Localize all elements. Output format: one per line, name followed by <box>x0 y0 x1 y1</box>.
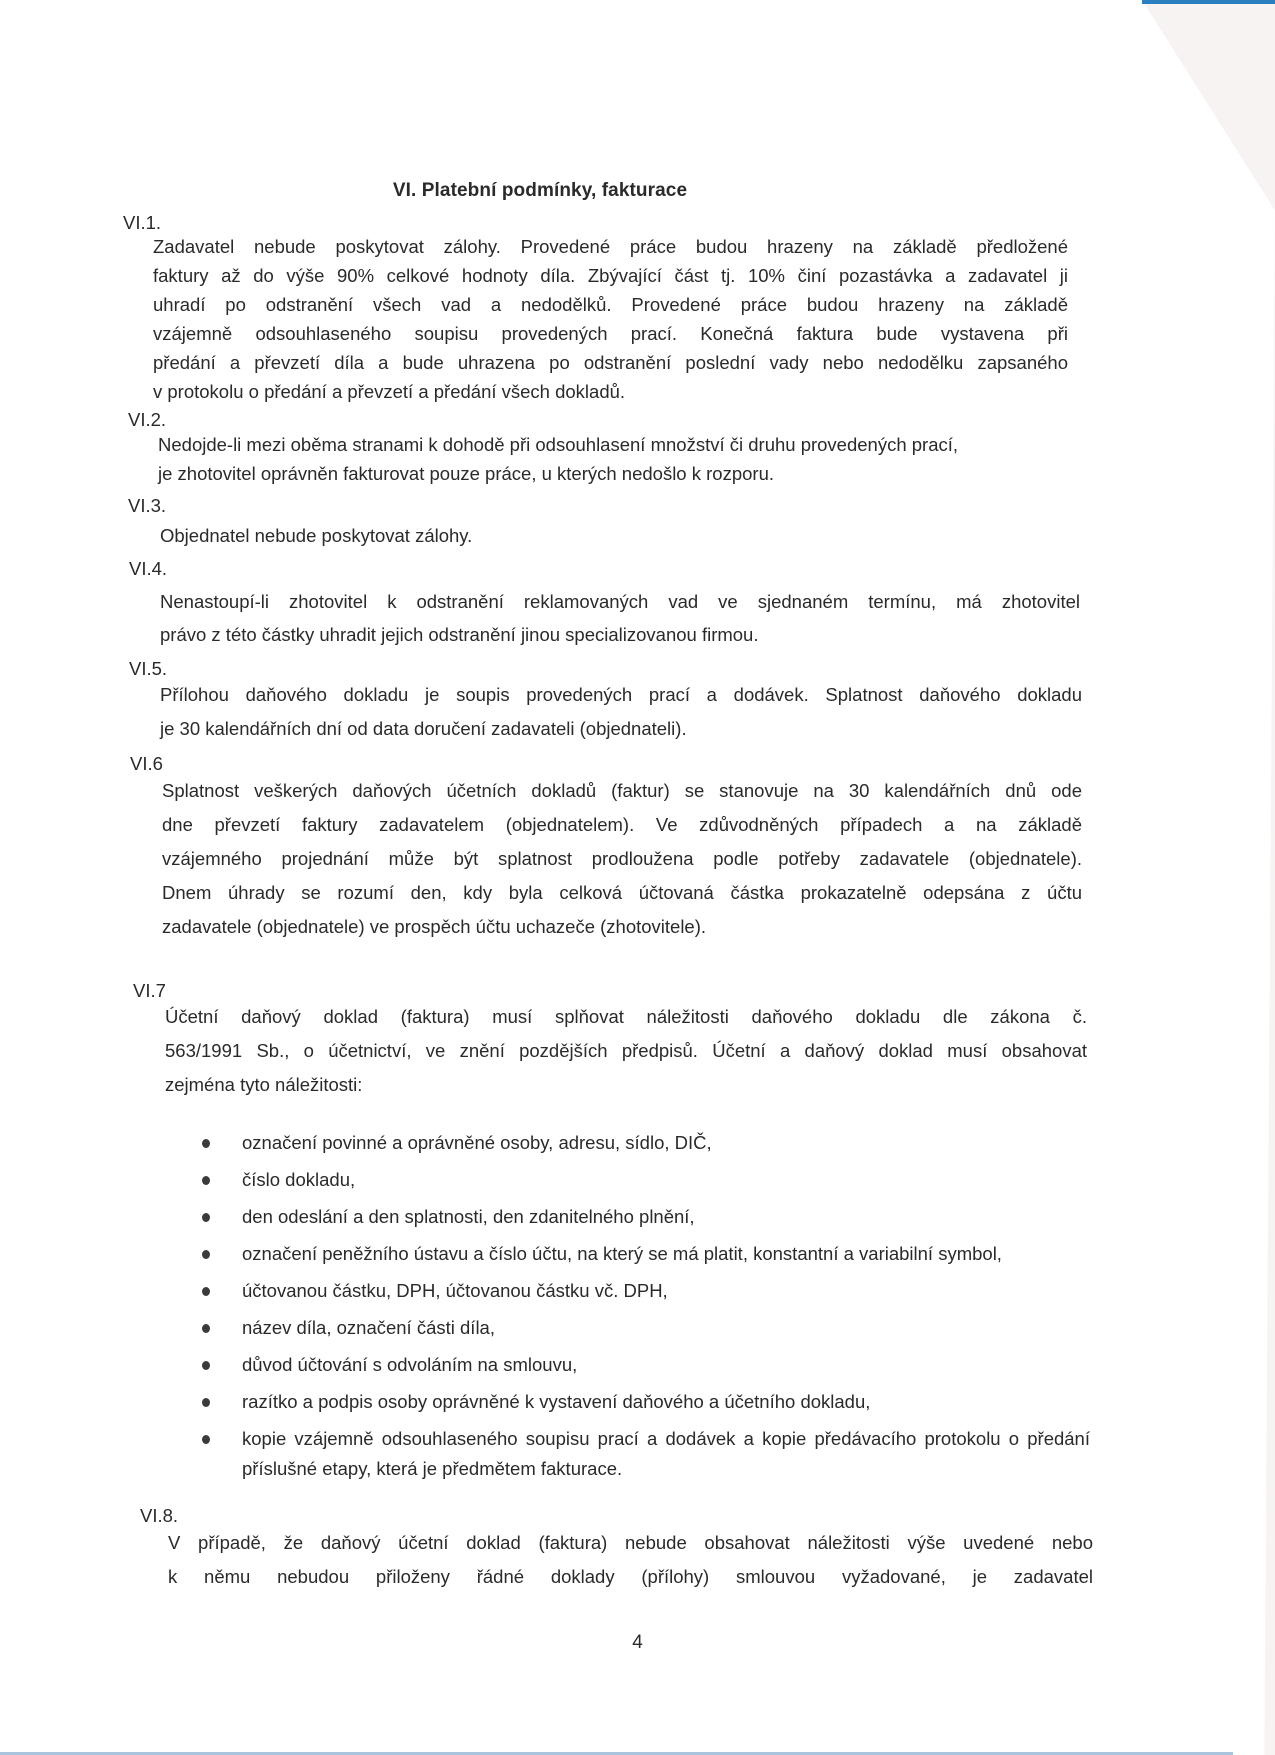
bullet-icon <box>202 1213 210 1222</box>
clause-line: Účetní daňový doklad (faktura) musí splňovat náležitosti daňového dokladu dle zákona č. <box>165 1006 1087 1027</box>
bullet-icon <box>202 1139 210 1148</box>
scan-edge-top <box>1142 0 1275 4</box>
clause-line: dne převzetí faktury zadavatelem (objednatelem). Ve zdůvodněných případech a na základě <box>162 814 1082 835</box>
clause-line: je 30 kalendářních dní od data doručení zadavateli (objednateli). <box>160 718 687 739</box>
clause-line: zejména tyto náležitosti: <box>165 1074 363 1095</box>
scan-shadow <box>1142 0 1275 1755</box>
clause-line: Splatnost veškerých daňových účetních dokladů (faktur) se stanovuje na 30 kalendářních dnů ode <box>162 780 1082 801</box>
clause-label-vi-6: VI.6 <box>130 753 163 774</box>
clause-label-vi-5: VI.5. <box>129 658 168 679</box>
clause-line: faktury až do výše 90% celkové hodnoty díla. Zbývající část tj. 10% činí pozastávka a zadavatel ji <box>153 265 1068 286</box>
clause-line: Nenastoupí-li zhotovitel k odstranění reklamovaných vad ve sjednaném termínu, má zhotovitel <box>160 591 1080 612</box>
clause-line: zadavatele (objednatele) ve prospěch účtu uchazeče (zhotovitele). <box>162 916 707 937</box>
clause-line: 563/1991 Sb., o účetnictví, ve znění pozdějších předpisů. Účetní a daňový doklad musí obsahovat <box>165 1040 1087 1061</box>
list-item: kopie vzájemně odsouhlaseného soupisu prací a dodávek a kopie předávacího protokolu o předání příslušné etapy, která je předmětem fakturace. <box>198 1424 1090 1484</box>
list-item: důvod účtování s odvoláním na smlouvu, <box>198 1350 1090 1380</box>
clause-line: k němu nebudou přiloženy řádné doklady (přílohy) smlouvou vyžadované, je zadavatel <box>168 1566 1093 1587</box>
clause-line: uhradí po odstranění všech vad a nedodělků. Provedené práce budou hrazeny na základě <box>153 294 1068 315</box>
clause-text-vi-5 <box>160 678 1082 746</box>
clause-line: vzájemného projednání může být splatnost prodloužena podle potřeby zadavatele (objednatele). <box>162 848 1082 869</box>
clause-label-vi-3: VI.3. <box>128 495 167 516</box>
bullet-icon <box>202 1361 210 1370</box>
clause-line: V případě, že daňový účetní doklad (faktura) nebude obsahovat náležitosti výše uvedené nebo <box>168 1532 1093 1553</box>
clause-text-vi-4 <box>160 585 1080 651</box>
clause-text-vi-8 <box>168 1526 1093 1594</box>
bullet-icon <box>202 1176 210 1185</box>
bullet-icon <box>202 1287 210 1296</box>
clause-label-vi-7: VI.7 <box>133 980 166 1001</box>
list-item: název díla, označení části díla, <box>198 1313 1090 1343</box>
bullet-icon <box>202 1435 210 1444</box>
clause-label-vi-4: VI.4. <box>129 558 168 579</box>
clause-line: předání a převzetí díla a bude uhrazena po odstranění poslední vady nebo nedodělku zapsaného <box>153 352 1068 373</box>
list-item: označení povinné a oprávněné osoby, adresu, sídlo, DIČ, <box>198 1128 1090 1158</box>
clause-line: Nedojde-li mezi oběma stranami k dohodě při odsouhlasení množství či druhu provedených prací, <box>158 434 959 455</box>
clause-text-vi-7 <box>165 1000 1087 1102</box>
clause-line: Dnem úhrady se rozumí den, kdy byla celková účtovaná částka prokazatelně odepsána z účtu <box>162 882 1082 903</box>
clause-text-vi-3 <box>160 521 1060 550</box>
list-item: den odeslání a den splatnosti, den zdanitelného plnění, <box>198 1202 1090 1232</box>
required-items-list <box>198 1128 1090 1491</box>
list-item: číslo dokladu, <box>198 1165 1090 1195</box>
clause-label-vi-2: VI.2. <box>128 409 167 430</box>
clause-line: je zhotovitel oprávněn fakturovat pouze práce, u kterých nedošlo k rozporu. <box>158 463 774 484</box>
clause-text-vi-6 <box>162 774 1082 944</box>
bullet-icon <box>202 1324 210 1333</box>
bullet-icon <box>202 1398 210 1407</box>
clause-line: vzájemně odsouhlaseného soupisu provedených prací. Konečná faktura bude vystavena při <box>153 323 1068 344</box>
clause-label-vi-8: VI.8. <box>140 1505 179 1526</box>
clause-line: v protokolu o předání a převzetí a předání všech dokladů. <box>153 381 626 402</box>
page-number: 4 <box>632 1632 643 1653</box>
clause-line: Přílohou daňového dokladu je soupis provedených prací a dodávek. Splatnost daňového dokladu <box>160 684 1082 705</box>
list-item: označení peněžního ústavu a číslo účtu, na který se má platit, konstantní a variabilní symbol, <box>198 1239 1090 1269</box>
clause-label-vi-1: VI.1. <box>123 212 162 233</box>
clause-line: právo z této částky uhradit jejich odstranění jinou specializovanou firmou. <box>160 624 759 645</box>
clause-line: Objednatel nebude poskytovat zálohy. <box>160 525 473 546</box>
bullet-icon <box>202 1250 210 1259</box>
section-title: VI. Platební podmínky, fakturace <box>392 180 688 201</box>
list-item: účtovanou částku, DPH, účtovanou částku vč. DPH, <box>198 1276 1090 1306</box>
clause-text-vi-1 <box>153 232 1068 406</box>
list-item: razítko a podpis osoby oprávněné k vystavení daňového a účetního dokladu, <box>198 1387 1090 1417</box>
clause-line: Zadavatel nebude poskytovat zálohy. Provedené práce budou hrazeny na základě předložené <box>153 236 1068 257</box>
clause-text-vi-2 <box>158 430 1078 488</box>
